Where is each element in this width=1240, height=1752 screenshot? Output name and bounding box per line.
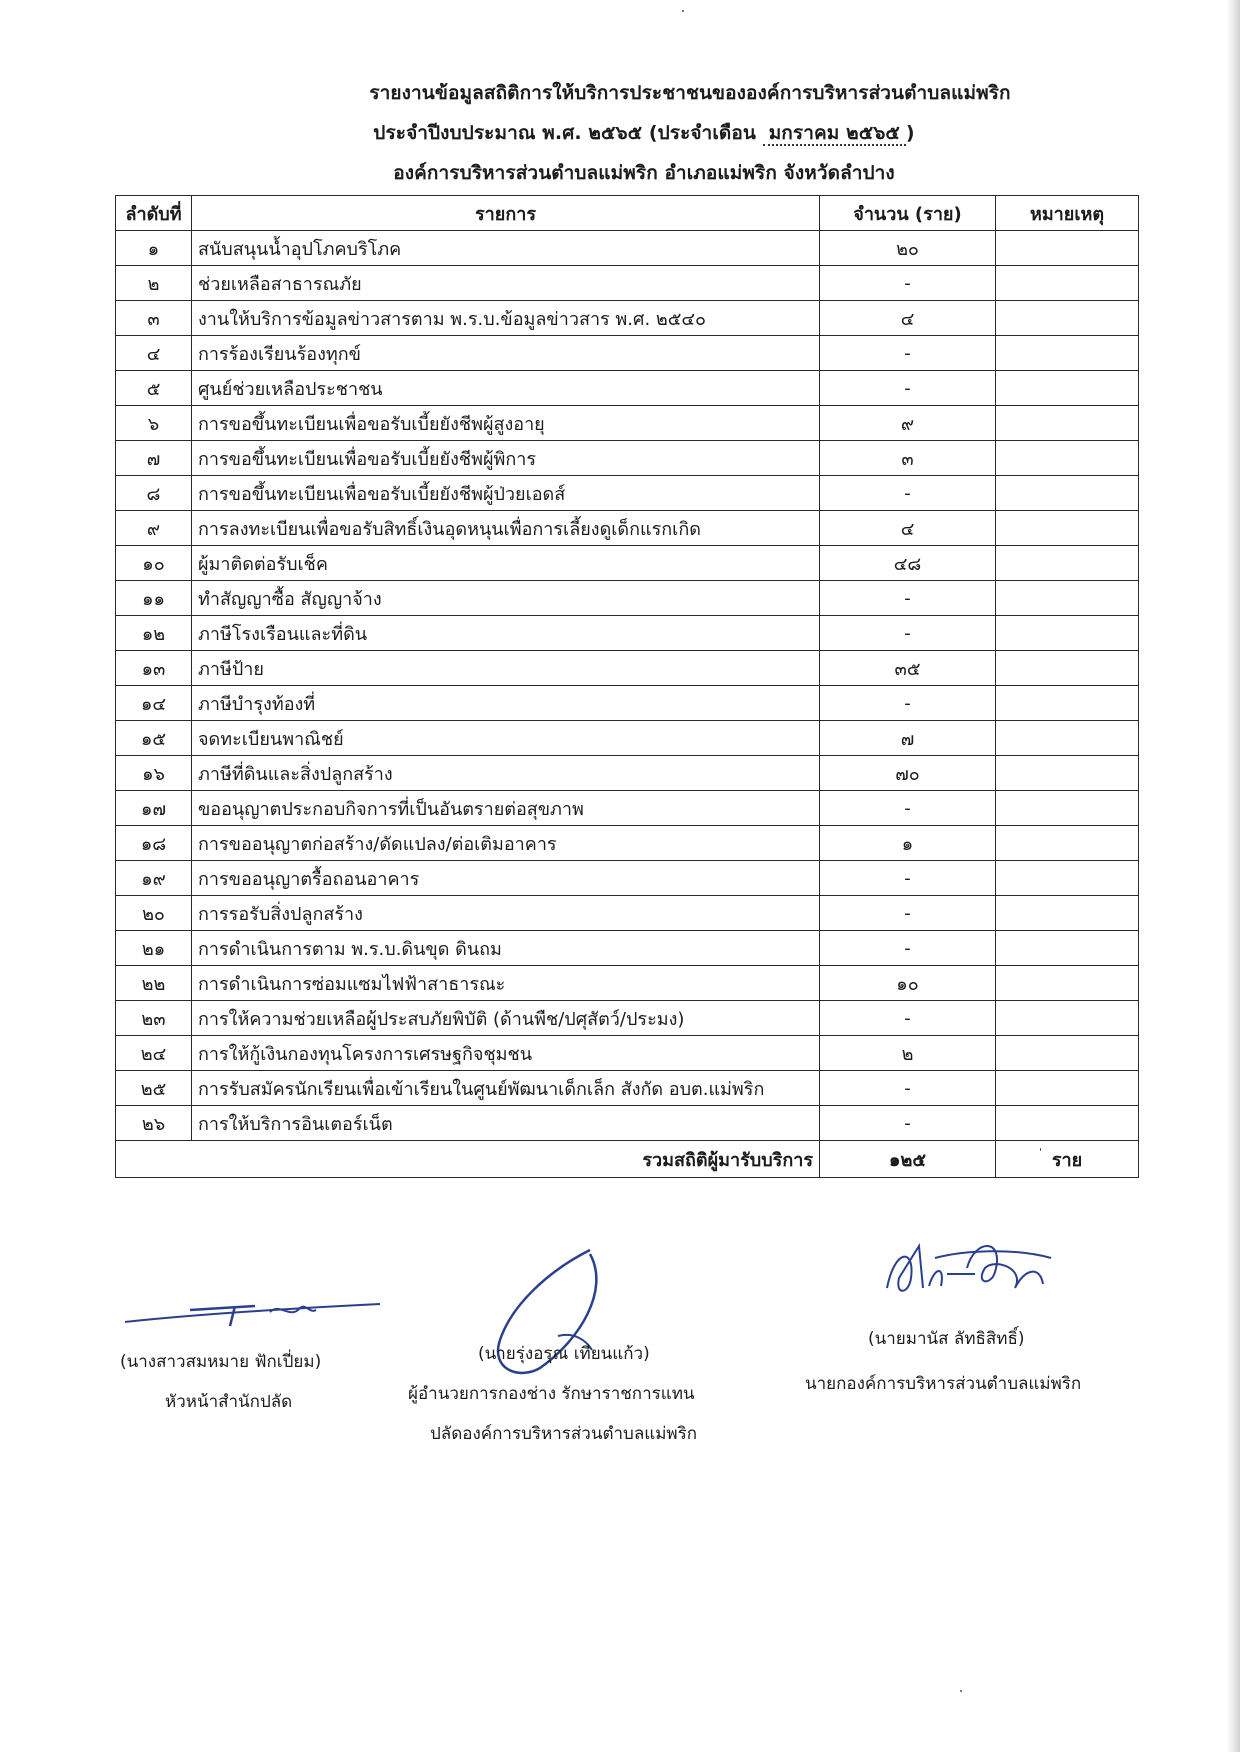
signer-3-name: (นายมานัส ลัทธิสิทธิ์) [868, 1329, 1025, 1349]
row-note [996, 406, 1139, 441]
row-item: ภาษีที่ดินและสิ่งปลูกสร้าง [192, 756, 820, 791]
table-row [116, 581, 1139, 616]
signature-right-mark [875, 1228, 1055, 1308]
table-row [116, 266, 1139, 301]
subtitle-prefix: ประจำปีงบประมาณ พ.ศ. ๒๕๖๕ (ประจำเดือน [373, 122, 756, 144]
row-number: ๑๙ [116, 861, 192, 896]
row-item: สนับสนุนน้ำอุปโภคบริโภค [192, 231, 820, 266]
row-count: - [820, 581, 996, 616]
row-number: ๒๐ [116, 896, 192, 931]
table-row [116, 231, 1139, 266]
row-note [996, 686, 1139, 721]
scan-edge-shadow [1226, 0, 1240, 1752]
row-note [996, 651, 1139, 686]
row-note [996, 721, 1139, 756]
row-count: - [820, 266, 996, 301]
row-note [996, 896, 1139, 931]
row-item: ขออนุญาตประกอบกิจการที่เป็นอันตรายต่อสุขภาพ [192, 791, 820, 826]
total-value: ๑๒๕ [820, 1141, 996, 1178]
row-number: ๑ [116, 231, 192, 266]
signer-3-position: นายกองค์การบริหารส่วนตำบลแม่พริก [805, 1374, 1082, 1394]
signer-2-position: ผู้อำนวยการกองช่าง รักษาราชการแทน [408, 1384, 695, 1404]
table-row [116, 721, 1139, 756]
row-note [996, 336, 1139, 371]
row-note [996, 1071, 1139, 1106]
row-item: การขอขึ้นทะเบียนเพื่อขอรับเบี้ยยังชีพผู้สูงอายุ [192, 406, 820, 441]
row-item: ศูนย์ช่วยเหลือประชาชน [192, 371, 820, 406]
column-header-note: หมายเหตุ [996, 196, 1139, 231]
row-note [996, 791, 1139, 826]
row-count: - [820, 616, 996, 651]
table-header-row [116, 196, 1139, 231]
scan-speck [960, 1690, 962, 1692]
table-row [116, 336, 1139, 371]
table-row [116, 966, 1139, 1001]
signer-1-name: (นางสาวสมหมาย ฟักเปี่ยม) [120, 1352, 322, 1372]
row-item: การให้ความช่วยเหลือผู้ประสบภัยพิบัติ (ด้านพืช/ปศุสัตว์/ประมง) [192, 1001, 820, 1036]
row-count: ๑๐ [820, 966, 996, 1001]
row-number: ๒๔ [116, 1036, 192, 1071]
row-note [996, 616, 1139, 651]
row-item: การให้กู้เงินกองทุนโครงการเศรษฐกิจชุมชน [192, 1036, 820, 1071]
row-count: - [820, 861, 996, 896]
row-item: ภาษีโรงเรือนและที่ดิน [192, 616, 820, 651]
table-row [116, 651, 1139, 686]
table-row [116, 616, 1139, 651]
row-item: การร้องเรียนร้องทุกข์ [192, 336, 820, 371]
row-note [996, 301, 1139, 336]
row-number: ๓ [116, 301, 192, 336]
row-number: ๑๘ [116, 826, 192, 861]
signature-middle-mark [470, 1240, 630, 1390]
row-item: การดำเนินการซ่อมแซมไฟฟ้าสาธารณะ [192, 966, 820, 1001]
table-row [116, 861, 1139, 896]
row-item: ภาษีป้าย [192, 651, 820, 686]
table-row [116, 1071, 1139, 1106]
row-number: ๙ [116, 511, 192, 546]
row-note [996, 581, 1139, 616]
row-item: การลงทะเบียนเพื่อขอรับสิทธิ์เงินอุดหนุนเพื่อการเลี้ยงดูเด็กแรกเกิด [192, 511, 820, 546]
row-count: - [820, 791, 996, 826]
row-item: การขออนุญาตรื้อถอนอาคาร [192, 861, 820, 896]
row-note [996, 1001, 1139, 1036]
subtitle-suffix: ) [905, 122, 915, 144]
row-note [996, 511, 1139, 546]
row-count: - [820, 686, 996, 721]
row-note [996, 546, 1139, 581]
table-row [116, 826, 1139, 861]
row-note [996, 756, 1139, 791]
row-item: การขออนุญาตก่อสร้าง/ดัดแปลง/ต่อเติมอาคาร [192, 826, 820, 861]
signature-left-mark [120, 1270, 390, 1340]
column-header-item: รายการ [192, 196, 820, 231]
row-number: ๑๕ [116, 721, 192, 756]
table-row [116, 791, 1139, 826]
row-count: ๔๘ [820, 546, 996, 581]
row-count: ๙ [820, 406, 996, 441]
table-row [116, 301, 1139, 336]
row-item: การให้บริการอินเตอร์เน็ต [192, 1106, 820, 1141]
table-row [116, 546, 1139, 581]
total-label: รวมสถิติผู้มารับบริการ [116, 1141, 820, 1178]
column-header-count: จำนวน (ราย) [820, 196, 996, 231]
row-count: - [820, 1106, 996, 1141]
row-count: ๓๕ [820, 651, 996, 686]
row-note [996, 861, 1139, 896]
row-note [996, 231, 1139, 266]
row-note [996, 826, 1139, 861]
row-number: ๕ [116, 371, 192, 406]
row-item: การขอขึ้นทะเบียนเพื่อขอรับเบี้ยยังชีพผู้พิการ [192, 441, 820, 476]
row-item: จดทะเบียนพาณิชย์ [192, 721, 820, 756]
row-number: ๑๒ [116, 616, 192, 651]
row-count: ๗๐ [820, 756, 996, 791]
table-body [116, 231, 1139, 1141]
row-item: ทำสัญญาซื้อ สัญญาจ้าง [192, 581, 820, 616]
table-row [116, 1036, 1139, 1071]
row-number: ๒๖ [116, 1106, 192, 1141]
row-count: ๓ [820, 441, 996, 476]
row-note [996, 441, 1139, 476]
signer-1-position: หัวหน้าสำนักปลัด [165, 1392, 293, 1412]
signer-2-name: (นายรุ่งอรุณ เทียนแก้ว) [478, 1344, 650, 1364]
row-number: ๔ [116, 336, 192, 371]
row-note [996, 931, 1139, 966]
table-row [116, 896, 1139, 931]
row-count: - [820, 1071, 996, 1106]
table-row [116, 1001, 1139, 1036]
row-count: ๒๐ [820, 231, 996, 266]
row-item: การรับสมัครนักเรียนเพื่อเข้าเรียนในศูนย์พัฒนาเด็กเล็ก สังกัด อบต.แม่พริก [192, 1071, 820, 1106]
row-count: ๒ [820, 1036, 996, 1071]
row-number: ๑๗ [116, 791, 192, 826]
total-unit: ราย [996, 1141, 1139, 1178]
row-count: - [820, 476, 996, 511]
report-subtitle [24, 118, 1240, 148]
table-row [116, 441, 1139, 476]
row-number: ๒๓ [116, 1001, 192, 1036]
row-note [996, 476, 1139, 511]
row-item: ภาษีบำรุงท้องที่ [192, 686, 820, 721]
row-note [996, 371, 1139, 406]
statistics-table [115, 195, 1139, 1178]
table-row [116, 476, 1139, 511]
row-count: ๔ [820, 511, 996, 546]
row-item: การรอรับสิ่งปลูกสร้าง [192, 896, 820, 931]
row-item: ช่วยเหลือสาธารณภัย [192, 266, 820, 301]
row-number: ๒๕ [116, 1071, 192, 1106]
row-count: - [820, 336, 996, 371]
row-item: การขอขึ้นทะเบียนเพื่อขอรับเบี้ยยังชีพผู้ป่วยเอดส์ [192, 476, 820, 511]
row-number: ๖ [116, 406, 192, 441]
scan-speck [682, 10, 684, 12]
table-row [116, 756, 1139, 791]
total-row [116, 1141, 1139, 1178]
row-count: ๑ [820, 826, 996, 861]
row-number: ๒๑ [116, 931, 192, 966]
row-note [996, 1036, 1139, 1071]
row-item: การดำเนินการตาม พ.ร.บ.ดินขุด ดินถม [192, 931, 820, 966]
row-item: ผู้มาติดต่อรับเช็ค [192, 546, 820, 581]
row-count: ๔ [820, 301, 996, 336]
table-row [116, 931, 1139, 966]
row-number: ๑๐ [116, 546, 192, 581]
row-number: ๑๓ [116, 651, 192, 686]
row-number: ๑๔ [116, 686, 192, 721]
row-note [996, 266, 1139, 301]
row-count: - [820, 1001, 996, 1036]
table-row [116, 511, 1139, 546]
row-count: - [820, 896, 996, 931]
table-row [116, 371, 1139, 406]
row-item: งานให้บริการข้อมูลข่าวสารตาม พ.ร.บ.ข้อมูลข่าวสาร พ.ศ. ๒๕๔๐ [192, 301, 820, 336]
row-count: ๗ [820, 721, 996, 756]
report-title: รายงานข้อมูลสถิติการให้บริการประชาชนขององค์การบริหารส่วนตำบลแม่พริก [369, 82, 1011, 104]
row-number: ๘ [116, 476, 192, 511]
row-number: ๒๒ [116, 966, 192, 1001]
row-count: - [820, 931, 996, 966]
row-count: - [820, 371, 996, 406]
table-row [116, 686, 1139, 721]
row-number: ๑๖ [116, 756, 192, 791]
row-note [996, 966, 1139, 1001]
column-header-no: ลำดับที่ [116, 196, 192, 231]
row-number: ๑๑ [116, 581, 192, 616]
report-month: มกราคม ๒๕๖๕ [763, 122, 906, 146]
signer-2-position-line2: ปลัดองค์การบริหารส่วนตำบลแม่พริก [430, 1424, 698, 1444]
table-row [116, 406, 1139, 441]
row-number: ๒ [116, 266, 192, 301]
table-row [116, 1106, 1139, 1141]
row-number: ๗ [116, 441, 192, 476]
row-note [996, 1106, 1139, 1141]
organization-line: องค์การบริหารส่วนตำบลแม่พริก อำเภอแม่พริก จังหวัดลำปาง [393, 162, 895, 184]
